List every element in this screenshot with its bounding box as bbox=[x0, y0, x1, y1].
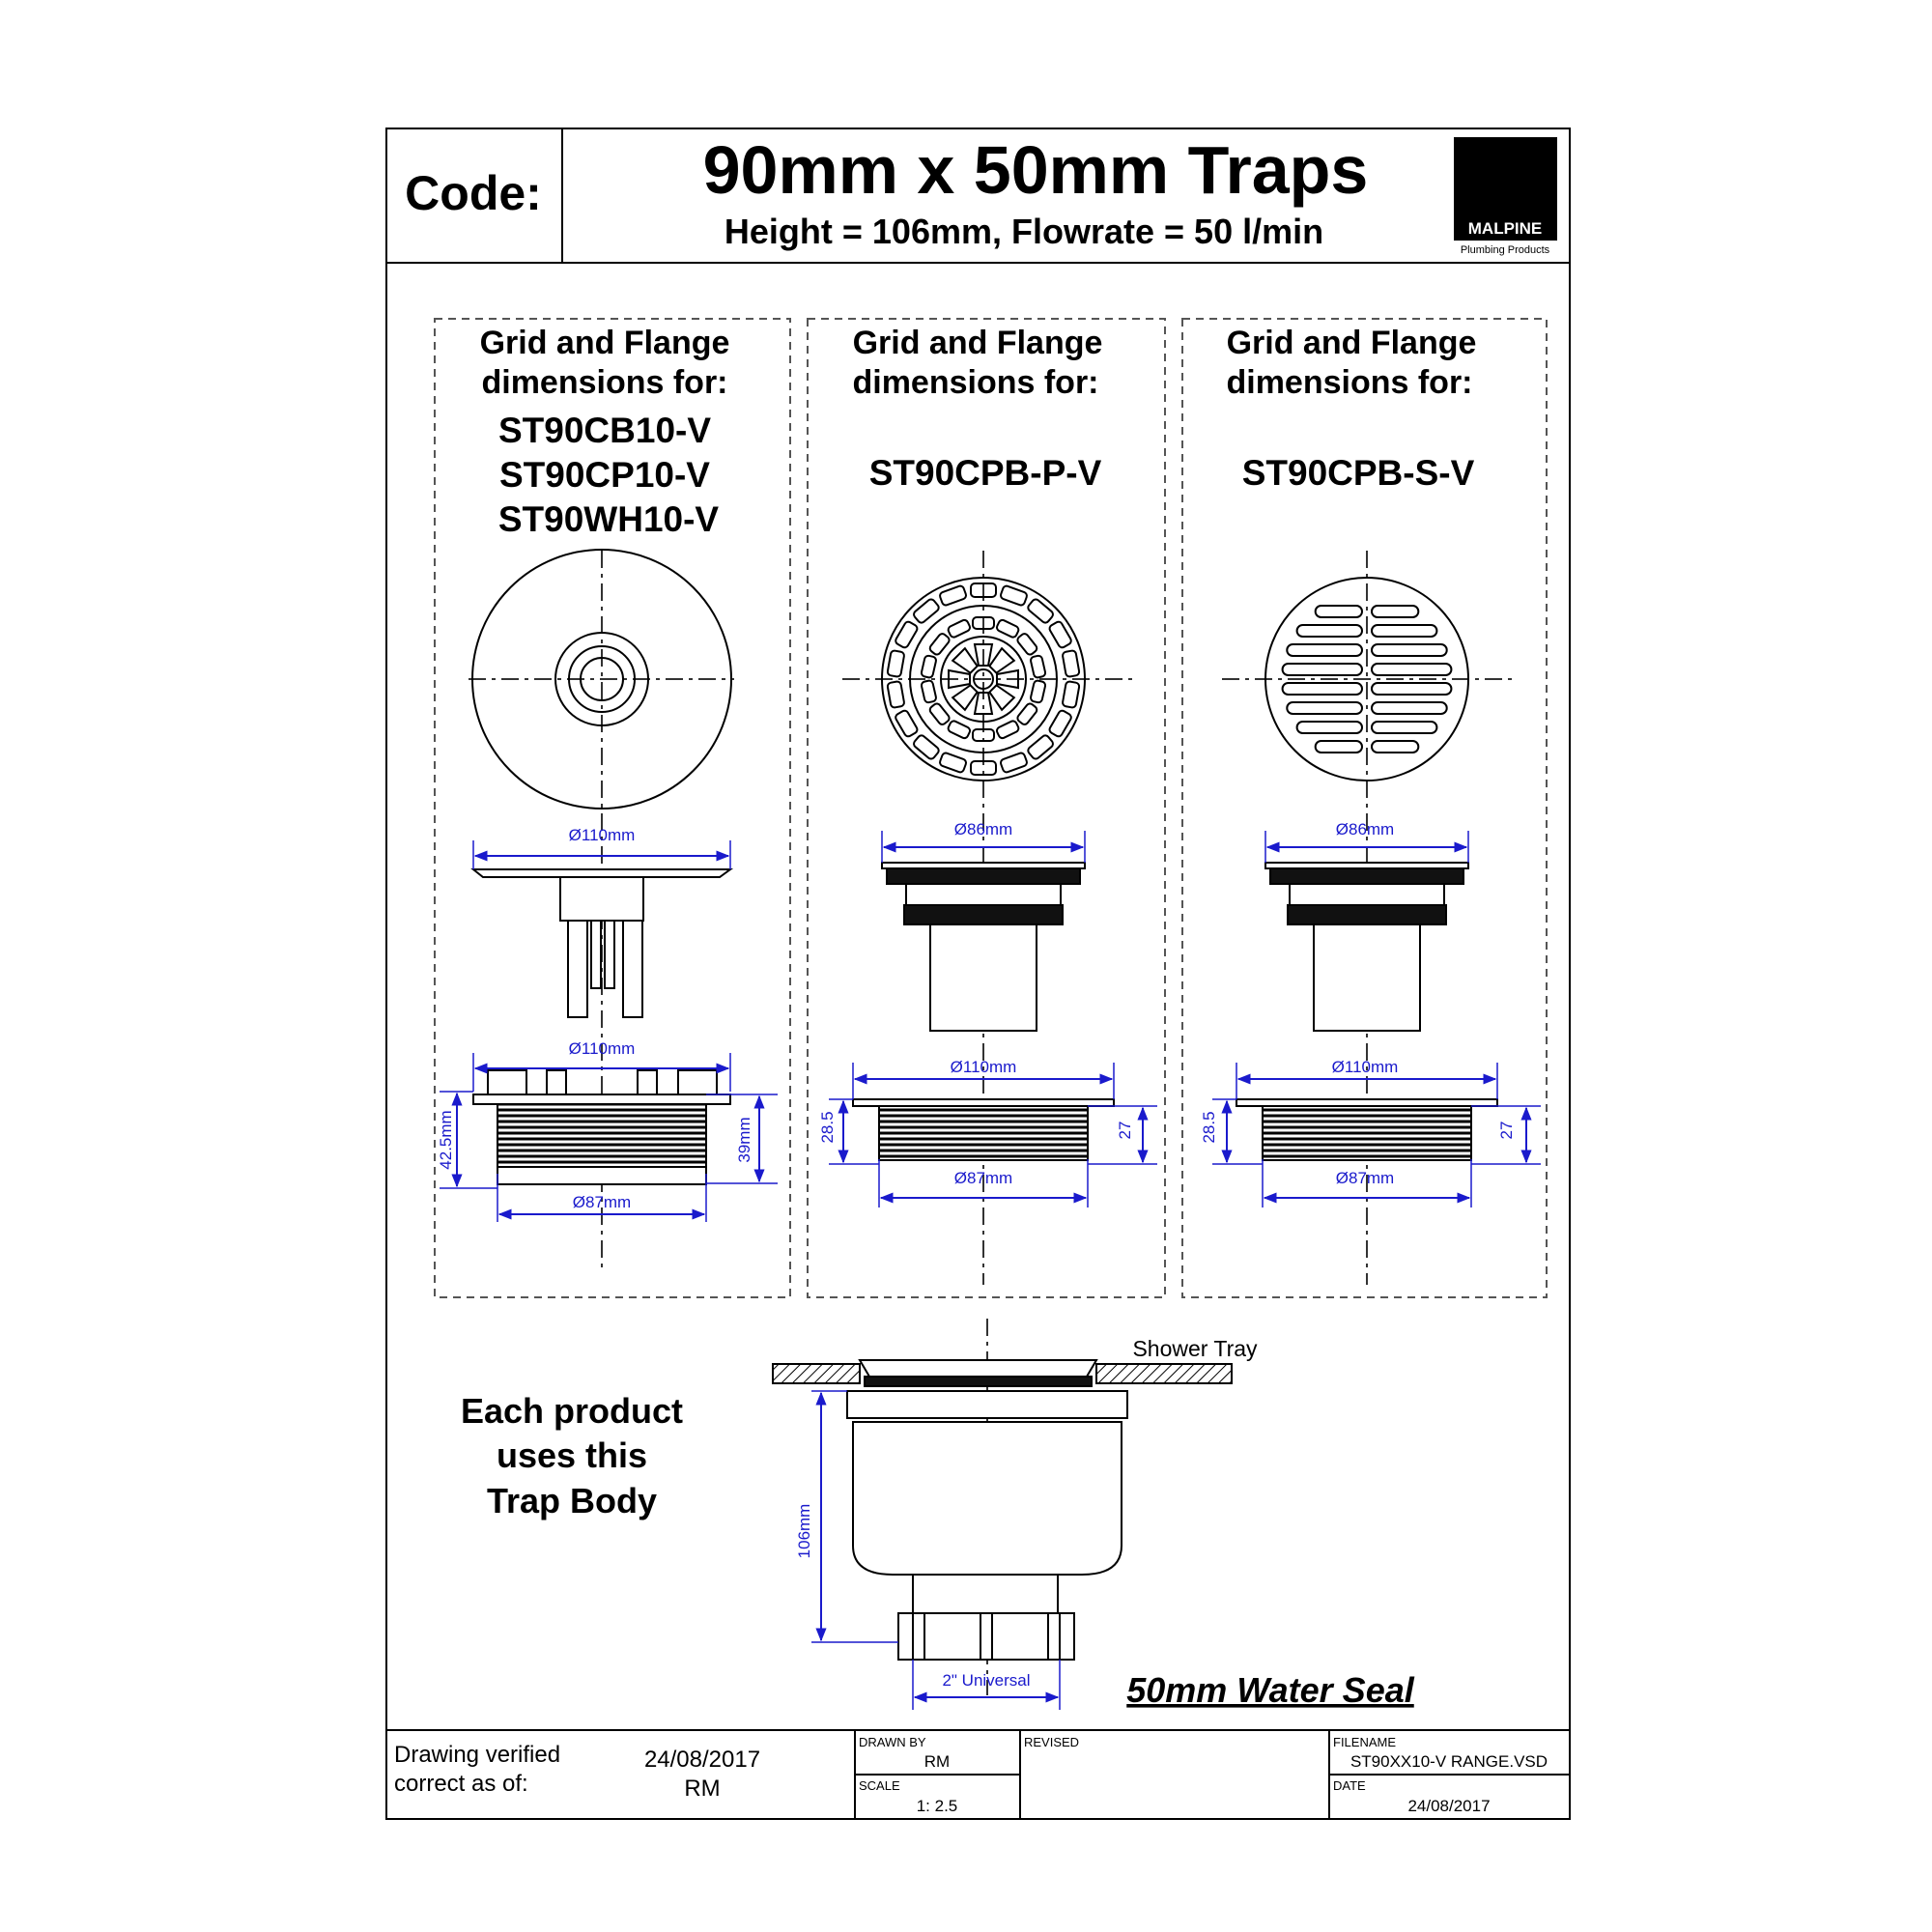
product-code: ST90WH10-V bbox=[497, 499, 720, 539]
perforation-slot bbox=[1000, 585, 1028, 607]
perforation-slot bbox=[939, 752, 967, 773]
grid-slot bbox=[1372, 683, 1451, 695]
perforation-slot bbox=[1016, 632, 1038, 656]
panel-2-heading bbox=[852, 325, 1102, 493]
grid-slot bbox=[1283, 683, 1362, 695]
grid-diameter-label: Ø86mm bbox=[1335, 820, 1395, 838]
perforation-slot bbox=[887, 650, 904, 677]
date-label: DATE bbox=[1333, 1778, 1366, 1793]
grid-slot bbox=[1372, 606, 1418, 617]
drawn-by-label: DRAWN BY bbox=[859, 1735, 926, 1749]
thread-diameter-label: Ø87mm bbox=[572, 1193, 632, 1211]
product-code: ST90CPB-P-V bbox=[868, 453, 1102, 493]
product-code: ST90CPB-S-V bbox=[1241, 453, 1475, 493]
scale-label: SCALE bbox=[859, 1778, 900, 1793]
grid-slot bbox=[1372, 702, 1447, 714]
trap-note-line: Each product bbox=[460, 1391, 684, 1431]
perforation-slot bbox=[1062, 681, 1079, 708]
verified-label: Drawing verified bbox=[394, 1742, 561, 1768]
perforation-slot bbox=[996, 619, 1020, 639]
page-title: 90mm x 50mm Traps bbox=[702, 132, 1369, 208]
drawn-by-value: RM bbox=[923, 1752, 951, 1771]
flange-diameter-label: Ø110mm bbox=[1331, 1058, 1399, 1076]
grid-slot bbox=[1316, 741, 1362, 753]
shower-tray-label: Shower Tray bbox=[1132, 1336, 1258, 1361]
perforation-slot bbox=[921, 655, 937, 678]
flange-diameter-label: Ø110mm bbox=[568, 1039, 636, 1058]
thread-height-label: 27 bbox=[1116, 1121, 1134, 1140]
logo-subtext: Plumbing Products bbox=[1460, 244, 1550, 256]
grid-slot bbox=[1372, 741, 1418, 753]
waste-flange-side-view bbox=[1236, 1099, 1497, 1160]
panel-1-heading-line1: Grid and Flange bbox=[479, 325, 730, 361]
perforation-slot bbox=[921, 680, 937, 703]
trap-body bbox=[847, 1391, 1127, 1660]
panel-1-heading-line2: dimensions for: bbox=[481, 364, 728, 401]
panel-3-heading bbox=[1226, 325, 1476, 493]
thread-height-label: 39mm bbox=[735, 1117, 753, 1163]
trap-height-label: 106mm bbox=[795, 1503, 813, 1559]
perforation-slot bbox=[1030, 680, 1046, 703]
grid-slot bbox=[1297, 625, 1362, 637]
perforation-slot bbox=[1030, 655, 1046, 678]
outlet-size-label: 2" Universal bbox=[942, 1671, 1031, 1690]
grid-slot bbox=[1297, 722, 1362, 733]
grid-slot bbox=[1287, 644, 1362, 656]
trap-note-line: uses this bbox=[496, 1435, 648, 1475]
grid-slot bbox=[1287, 702, 1362, 714]
code-label: Code: bbox=[405, 166, 542, 220]
perforation-slot bbox=[1000, 752, 1028, 773]
perforation-slot bbox=[928, 702, 951, 726]
perforation-slot bbox=[1062, 650, 1079, 677]
perforation-slot bbox=[928, 632, 951, 656]
verified-by: RM bbox=[684, 1776, 721, 1802]
shower-tray bbox=[773, 1336, 1258, 1386]
grid-slot bbox=[1372, 664, 1451, 675]
perforation-slot bbox=[947, 619, 971, 639]
panel-3-heading-line2: dimensions for: bbox=[1226, 364, 1473, 401]
flange-height-label: 42.5mm bbox=[437, 1110, 455, 1170]
trap-note bbox=[461, 1391, 683, 1520]
grid-side-views bbox=[853, 863, 1497, 1160]
thread-height-label: 27 bbox=[1497, 1121, 1516, 1140]
grid-slot bbox=[1283, 664, 1362, 675]
perforation-slot bbox=[887, 681, 904, 708]
verified-date: 24/08/2017 bbox=[643, 1747, 761, 1773]
title-block bbox=[386, 128, 1570, 263]
thread-diameter-label: Ø87mm bbox=[1335, 1169, 1395, 1187]
logo-text: MALPINE bbox=[1467, 219, 1543, 238]
panel-1-heading bbox=[480, 325, 730, 539]
panel-3-heading-line1: Grid and Flange bbox=[1226, 325, 1477, 361]
scale-value: 1: 2.5 bbox=[916, 1797, 958, 1815]
flange-diameter-label: Ø110mm bbox=[950, 1058, 1017, 1076]
grid-diameter-label: Ø110mm bbox=[568, 826, 636, 844]
plain-plug-side-view bbox=[473, 869, 730, 1017]
flange-height-label: 28.5 bbox=[1200, 1111, 1218, 1144]
grid-diameter-label: Ø86mm bbox=[953, 820, 1013, 838]
date-value: 24/08/2017 bbox=[1407, 1797, 1491, 1815]
grid-slot bbox=[1372, 722, 1436, 733]
panel-2-heading-line2: dimensions for: bbox=[852, 364, 1099, 401]
grid-slot bbox=[1316, 606, 1362, 617]
panel-2-heading-line1: Grid and Flange bbox=[852, 325, 1103, 361]
grid-side-view bbox=[1265, 863, 1468, 1031]
filename-label: FILENAME bbox=[1333, 1735, 1397, 1749]
revised-label: REVISED bbox=[1024, 1735, 1080, 1749]
trap-note-line: Trap Body bbox=[486, 1481, 658, 1520]
water-seal-label: 50mm Water Seal bbox=[1126, 1670, 1414, 1710]
perforation-slot bbox=[1016, 702, 1038, 726]
product-code: ST90CP10-V bbox=[499, 455, 710, 495]
grid-side-view bbox=[882, 863, 1085, 1031]
product-code: ST90CB10-V bbox=[497, 411, 712, 450]
perforation-slot bbox=[939, 585, 967, 607]
flange-height-label: 28.5 bbox=[818, 1111, 837, 1144]
page-subtitle: Height = 106mm, Flowrate = 50 l/min bbox=[724, 212, 1324, 251]
thread-diameter-label: Ø87mm bbox=[953, 1169, 1013, 1187]
filename-value: ST90XX10-V RANGE.VSD bbox=[1350, 1752, 1548, 1771]
perforation-slot bbox=[996, 720, 1020, 739]
perforation-slot bbox=[947, 720, 971, 739]
malpine-logo bbox=[1454, 137, 1557, 256]
grid-slot bbox=[1372, 625, 1436, 637]
waste-flange-side-view bbox=[853, 1099, 1114, 1160]
grid-slot bbox=[1372, 644, 1447, 656]
verified-label: correct as of: bbox=[394, 1771, 528, 1797]
